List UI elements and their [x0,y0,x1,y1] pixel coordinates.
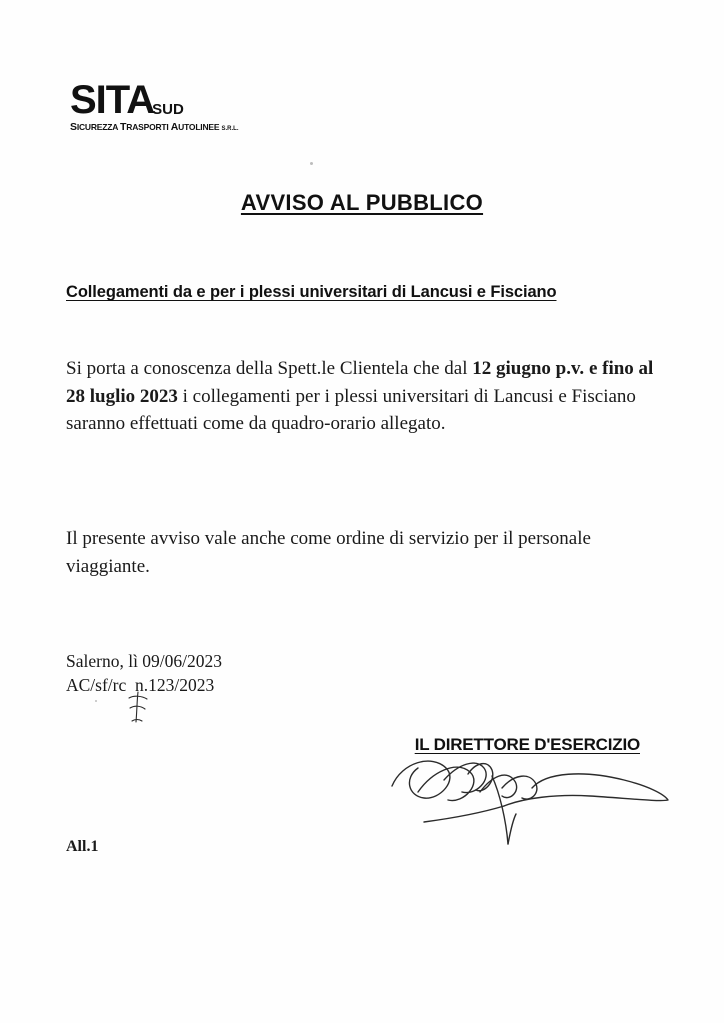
logo-tagline-utolinee: UTOLINEE [178,122,222,132]
paragraph-bold-start-date: 12 giugno p.v. [472,358,585,379]
paragraph-tail: i collegamenti per i plessi universitari di Lancusi e Fisciano saranno effettuati come da quadro-orario allegato. [66,385,636,435]
logo-wordmark-suffix: SUD [152,101,184,118]
page-title: AVVISO AL PUBBLICO [240,190,484,215]
handwritten-signature [384,748,674,858]
paragraph-lead: Si porta a conoscenza della Spett.le Clientela che dal [66,358,473,379]
logo-tagline-srl: S.R.L. [221,126,239,132]
logo-tagline-s: S [70,121,77,133]
paragraph-service-order: Il presente avviso vale anche come ordine di servizio per il personale viaggiante. [66,528,591,577]
paragraph-notice [66,355,664,438]
logo-tagline-icurezza: ICUREZZA [76,122,121,132]
logo-tagline-rasporti: RASPORTI [126,122,171,132]
scan-speck [95,700,97,702]
place-and-date: Salerno, lì 09/06/2023 [66,651,223,671]
annex-note: All.1 [66,838,99,855]
signature-title: IL DIRETTORE D'ESERCIZIO [414,735,640,754]
logo-wordmark: SITA [70,78,155,122]
logo-tagline [70,121,330,133]
logo-tagline-t: T [120,121,127,133]
document-meta [66,650,222,697]
company-logo [70,80,330,133]
paragraph-bold-end-date: e fino al 28 luglio 2023 [66,358,654,407]
scan-speck [310,162,313,165]
logo-tagline-a: A [170,121,179,133]
protocol-reference: AC/sf/rc n.123/2023 [66,674,215,695]
document-subtitle: Collegamenti da e per i plessi universitari di Lancusi e Fisciano [66,283,557,301]
